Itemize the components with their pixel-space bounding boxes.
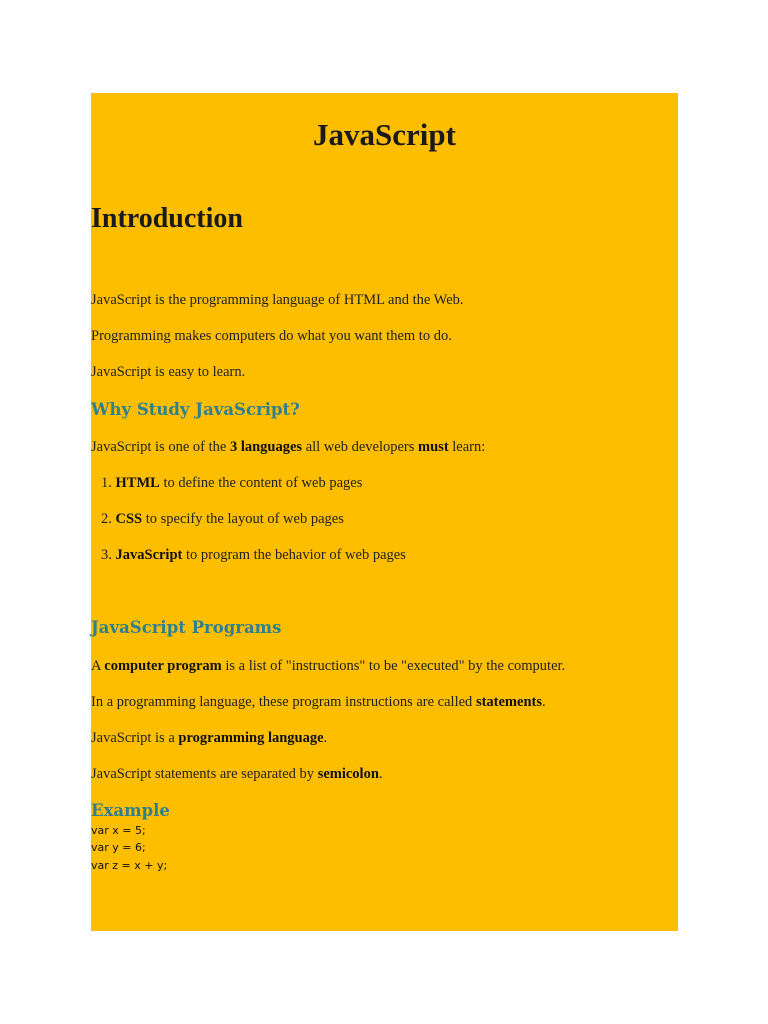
programs-heading: JavaScript Programs [91, 618, 282, 637]
code-line: var y = 6; [91, 841, 146, 854]
example-heading: Example [91, 801, 170, 820]
document-page [91, 93, 678, 931]
list-item: 2. CSS to specify the layout of web pages [101, 511, 344, 527]
list-item: 3. JavaScript to program the behavior of web pages [101, 547, 406, 563]
programs-paragraph-2: In a programming language, these program instructions are called statements. [91, 694, 546, 710]
why-study-heading: Why Study JavaScript? [91, 400, 300, 419]
list-item: 1. HTML to define the content of web pages [101, 475, 363, 491]
intro-paragraph-2: Programming makes computers do what you want them to do. [91, 328, 452, 344]
code-line: var x = 5; [91, 824, 146, 837]
page-title: JavaScript [313, 116, 456, 152]
programs-paragraph-1: A computer program is a list of "instructions" to be "executed" by the computer. [91, 658, 566, 674]
why-lead-paragraph: JavaScript is one of the 3 languages all web developers must learn: [91, 439, 486, 455]
intro-paragraph-1: JavaScript is the programming language of HTML and the Web. [91, 292, 464, 308]
programs-paragraph-4: JavaScript statements are separated by semicolon. [91, 766, 383, 782]
programs-paragraph-3: JavaScript is a programming language. [91, 730, 328, 746]
introduction-heading: Introduction [91, 203, 243, 234]
code-line: var z = x + y; [91, 859, 168, 872]
intro-paragraph-3: JavaScript is easy to learn. [91, 364, 246, 380]
